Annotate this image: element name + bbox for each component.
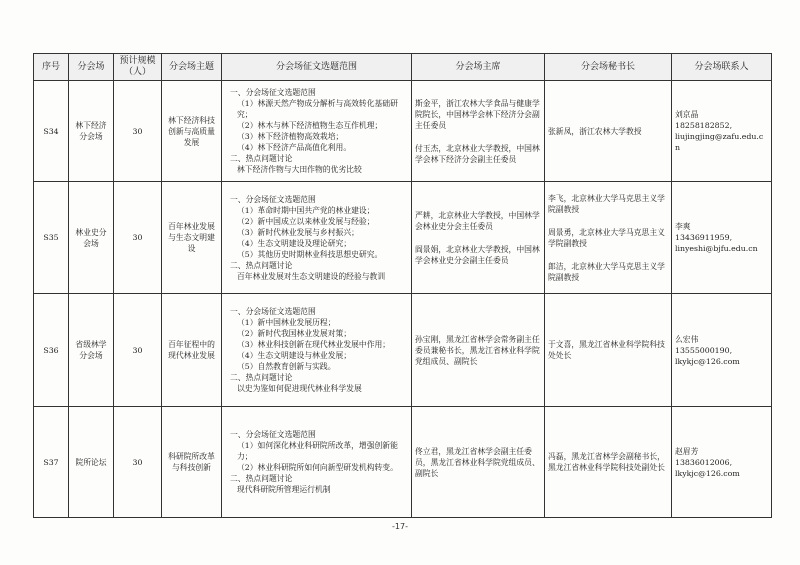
table-row (34, 407, 772, 518)
contact-name: 赵眉芳 (675, 446, 699, 456)
scope-line: 二、热点问题讨论 (230, 154, 293, 163)
session-secretaries (545, 81, 672, 182)
scope-line: 现代科研院所管理运行机制 (237, 485, 331, 494)
session-id: S34 (34, 81, 69, 182)
scope-line: 二、热点问题讨论 (230, 474, 293, 483)
session-id: S37 (34, 407, 69, 518)
topic-scope (222, 294, 412, 407)
chair-entry: 严耕，北京林业大学教授，中国林学会林业史分会主任委员 (415, 210, 540, 231)
header-cell: 分会场联系人 (672, 54, 772, 81)
header-cell: 分会场征文选题范围 (222, 54, 412, 81)
session-chairs (412, 294, 545, 407)
session-secretaries (545, 182, 672, 294)
chair-entry: 付玉杰，北京林业大学教授，中国林学会林下经济分会副主任委员 (415, 143, 540, 164)
scope-line: （2）新中国成立以来林业发展与经验； (237, 216, 375, 226)
contact-phone: 18258182852, (675, 121, 733, 130)
scope-line: 百年林业发展对生态文明建设的经验与教训 (237, 271, 386, 281)
header-cell: 序号 (34, 54, 69, 81)
scope-line: （3）林业科技创新在现代林业发展中作用； (237, 340, 391, 349)
header-cell: 分会场秘书长 (545, 54, 672, 81)
session-theme: 百年林业发展与生态文明建设 (162, 182, 222, 294)
scope-line: （5）自然教育创新与实践。 (237, 362, 336, 371)
scope-line: （1）如何深化林业科研院所改革，增强创新能力； (237, 441, 398, 461)
topic-scope (222, 81, 412, 182)
expected-scale: 30 (114, 407, 162, 518)
scope-line: （2）林业科研院所如何向新型研发机构转变。 (237, 463, 398, 472)
header-row (34, 54, 772, 81)
contact-email: linyeshi@bjfu.edu.cn (675, 244, 758, 253)
session-contact (672, 182, 772, 294)
session-contact (672, 81, 772, 182)
session-chairs (412, 81, 545, 182)
contact-name: 李爽 (675, 222, 691, 231)
scope-line: （5）其他历史时期林业科技思想史研究。 (237, 249, 383, 259)
contact-name: 么宏伟 (675, 334, 699, 344)
session-theme: 百年征程中的现代林业发展 (162, 294, 222, 407)
scope-line: （4）林下经济产品高值化利用。 (237, 143, 352, 152)
header-cell: 分会场主题 (162, 54, 222, 81)
scope-line: （4）生态文明建设与林业发展； (237, 351, 352, 360)
scope-line: （4）生态文明建设及理论研究； (237, 238, 352, 248)
session-secretaries (545, 294, 672, 407)
contact-email: lkykjc@126.com (675, 356, 740, 366)
contact-name: 刘京晶 (675, 110, 699, 119)
session-id: S36 (34, 294, 69, 407)
venue-name: 林下经济分会场 (69, 81, 114, 182)
page-number: -17- (392, 522, 408, 531)
session-id: S35 (34, 182, 69, 294)
chair-entry: 斯金平，浙江农林大学食品与健康学院院长，中国林学会林下经济分会副主任委员 (415, 98, 540, 130)
topic-scope (222, 182, 412, 294)
venue-name: 省级林学分会场 (69, 294, 114, 407)
session-theme: 林下经济科技创新与高质量发展 (162, 81, 222, 182)
secretary-entry: 李飞，北京林业大学马克思主义学院副教授 (548, 193, 665, 214)
table-row (34, 294, 772, 407)
expected-scale: 30 (114, 294, 162, 407)
scope-line: （1）革命时期中国共产党的林业建设； (237, 205, 375, 215)
chair-entry: 孙宝刚，黑龙江省林学会常务副主任委员兼秘书长，黑龙江省林业科学院党组成员、副院长 (415, 334, 540, 366)
header-cell: 预计规模（人） (114, 54, 162, 81)
contact-phone: 13436911959, (675, 233, 733, 242)
secretary-entry: 郎洁，北京林业大学马克思主义学院副教授 (548, 261, 665, 282)
scope-line: 一、分会场征文选题范围 (230, 430, 316, 439)
schedule-table (33, 53, 772, 518)
venue-name: 林业史分会场 (69, 182, 114, 294)
scope-line: 以史为鉴如何促进现代林业科学发展 (237, 384, 362, 393)
topic-scope (222, 407, 412, 518)
header-cell: 分会场主席 (412, 54, 545, 81)
session-chairs (412, 182, 545, 294)
contact-email: liujingjing@zafu.edu.cn (675, 132, 764, 152)
expected-scale: 30 (114, 182, 162, 294)
scope-line: 二、热点问题讨论 (230, 260, 293, 270)
scope-line: 一、分会场征文选题范围 (230, 194, 316, 204)
secretary-entry: 冯磊，黑龙江省林学会副秘书长，黑龙江省林业科学院科技处副处长 (548, 452, 665, 472)
chair-entry: 佟立君，黑龙江省林学会副主任委员，黑龙江省林业科学院党组成员、副院长 (415, 446, 540, 478)
session-contact (672, 294, 772, 407)
scope-line: 二、热点问题讨论 (230, 373, 293, 382)
scope-line: （2）新时代我国林业发展对策； (237, 329, 352, 338)
expected-scale: 30 (114, 81, 162, 182)
scope-line: （3）新时代林业发展与乡村振兴； (237, 227, 359, 237)
chair-entry: 阎景娟，北京林业大学教授，中国林学会林业史分会副主任委员 (415, 244, 540, 265)
scope-line: （1）林源天然产物成分解析与高效转化基础研究； (237, 99, 398, 119)
secretary-entry: 周景勇，北京林业大学马克思主义学院副教授 (548, 227, 665, 248)
scope-line: （2）林木与林下经济植物生态互作机理； (237, 121, 383, 130)
table-row (34, 81, 772, 182)
scope-line: （3）林下经济植物高效栽培； (237, 132, 344, 141)
scope-line: 一、分会场征文选题范围 (230, 88, 316, 97)
session-contact (672, 407, 772, 518)
secretary-entry: 于文喜，黑龙江省林业科学院科技处处长 (548, 340, 665, 360)
contact-phone: 13836012006, (675, 457, 733, 467)
scope-line: 林下经济作物与大田作物的优劣比较 (237, 165, 362, 174)
contact-phone: 13555000190, (675, 345, 733, 355)
table-row (34, 182, 772, 294)
contact-email: lkykjc@126.com (675, 468, 740, 478)
secretary-entry: 张新凤，浙江农林大学教授 (548, 126, 642, 136)
session-theme: 科研院所改革与科技创新 (162, 407, 222, 518)
scope-line: （1）新中国林业发展历程； (237, 318, 336, 327)
session-chairs (412, 407, 545, 518)
session-secretaries (545, 407, 672, 518)
venue-name: 院所论坛 (69, 407, 114, 518)
header-cell: 分会场 (69, 54, 114, 81)
scope-line: 一、分会场征文选题范围 (230, 307, 316, 316)
